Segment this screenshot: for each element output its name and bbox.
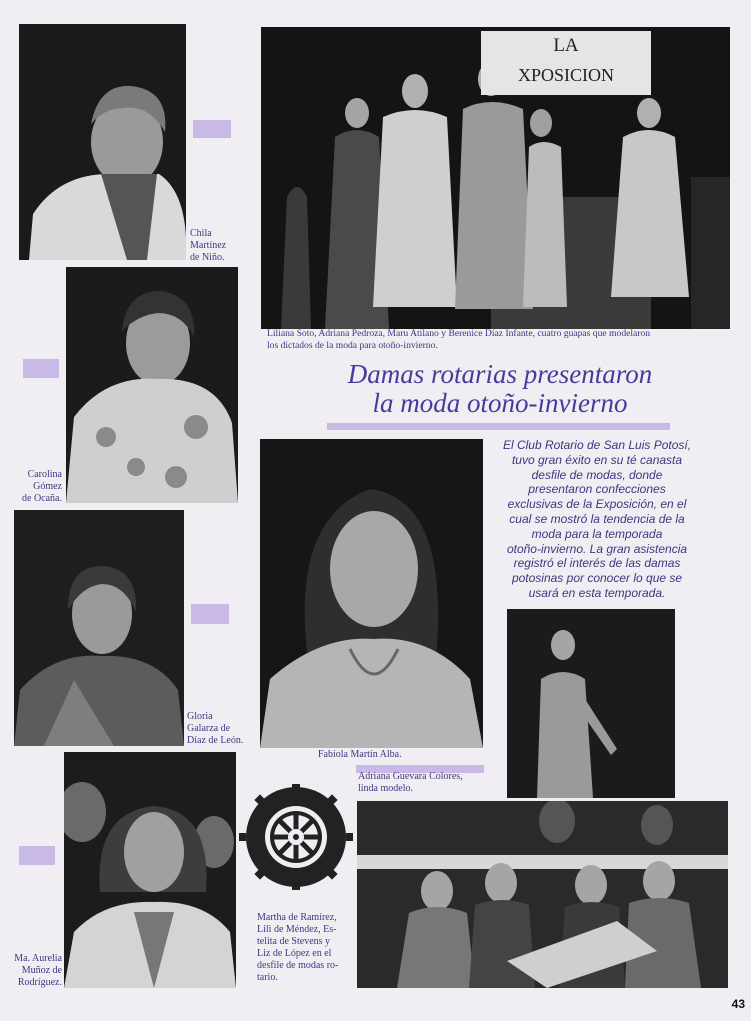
rotary-international-logo bbox=[239, 784, 353, 890]
caption-line: linda modelo. bbox=[358, 783, 413, 794]
photo-aurelia-munoz bbox=[64, 752, 236, 988]
body-line: registró el interés de las damas bbox=[513, 556, 681, 571]
body-line: presentaron confecciones bbox=[528, 482, 666, 497]
page-number: 43 bbox=[731, 997, 745, 1011]
caption-line: Adriana Guevara Colores, bbox=[358, 771, 463, 782]
body-line: tuvo gran éxito en su té canasta bbox=[511, 452, 683, 467]
body-line: usará en esta temporada. bbox=[528, 585, 666, 600]
body-line: El Club Rotario de San Luis Potosí, bbox=[502, 438, 692, 452]
photo-chila-martinez bbox=[19, 24, 186, 260]
banner-text-line2: XPOSICION bbox=[517, 65, 614, 85]
caption-aurelia-munoz bbox=[2, 953, 62, 989]
caption-runway-models bbox=[267, 328, 737, 352]
photo-rotary-ladies-table bbox=[357, 801, 728, 988]
caption-carolina-gomez bbox=[10, 469, 62, 505]
banner-text-line1: LA bbox=[553, 35, 579, 56]
caption-line: los dictados de la moda para otoño-invierno. bbox=[267, 340, 438, 351]
caption-line: Lili de Méndez, Es- bbox=[257, 924, 337, 935]
body-line: exclusivas de la Exposición, en el bbox=[507, 497, 687, 512]
body-line: potosinas por conocer lo que se bbox=[511, 571, 683, 586]
photo-fabiola-martin bbox=[260, 439, 483, 748]
photo-gloria-galarza bbox=[14, 510, 184, 746]
caption-fabiola-martin: Fabiola Martín Alba. bbox=[318, 749, 402, 760]
caption-line: Gómez bbox=[33, 481, 62, 492]
article-body bbox=[487, 438, 707, 601]
caption-line: Muñoz de bbox=[21, 965, 62, 976]
photo-carolina-gomez bbox=[66, 267, 238, 503]
body-line: desfile de modas, donde bbox=[531, 467, 663, 482]
caption-line: Díaz de León. bbox=[187, 735, 244, 746]
caption-line: de Ocaña. bbox=[22, 493, 62, 504]
caption-line: Martínez bbox=[190, 240, 227, 251]
caption-line: telita de Stevens y bbox=[257, 936, 331, 947]
body-line: moda para la temporada bbox=[531, 526, 663, 541]
body-line: cual se mostró la tendencia de la bbox=[509, 511, 685, 526]
caption-line: de Niño. bbox=[190, 252, 225, 263]
title-line-1: Damas rotarias presentaron bbox=[347, 359, 653, 389]
body-line: otoño-invierno. La gran asistencia bbox=[506, 541, 688, 556]
color-swatch bbox=[23, 359, 59, 378]
title-underline bbox=[327, 423, 670, 430]
caption-line: Galarza de bbox=[187, 723, 231, 734]
exposicion-banner bbox=[481, 31, 651, 95]
caption-line: desfile de modas ro- bbox=[257, 960, 339, 971]
caption-martha-ramirez bbox=[257, 912, 353, 984]
caption-line: Liliana Soto, Adriana Pedroza, Maru Atilano y Berenice Díaz Infante, cuatro guapas que modelaron bbox=[267, 328, 651, 339]
caption-line: Martha de Ramírez, bbox=[257, 912, 337, 923]
photo-adriana-guevara bbox=[507, 609, 675, 798]
caption-line: Liz de López en el bbox=[257, 948, 332, 959]
caption-line: Ma. Aurelia bbox=[14, 953, 62, 964]
caption-chila-martinez bbox=[190, 228, 226, 264]
caption-line: Rodríguez. bbox=[17, 977, 62, 988]
title-line-2: la moda otoño-invierno bbox=[372, 388, 628, 418]
caption-line: Chila bbox=[190, 228, 212, 239]
caption-line: Carolina bbox=[27, 469, 62, 480]
caption-line: Gloria bbox=[187, 711, 213, 722]
caption-adriana-guevara bbox=[358, 771, 463, 795]
color-swatch bbox=[19, 846, 55, 865]
caption-gloria-galarza bbox=[187, 711, 243, 747]
color-swatch bbox=[193, 120, 231, 138]
article-title bbox=[300, 360, 700, 418]
color-swatch bbox=[191, 604, 229, 624]
caption-line: tario. bbox=[257, 972, 278, 983]
